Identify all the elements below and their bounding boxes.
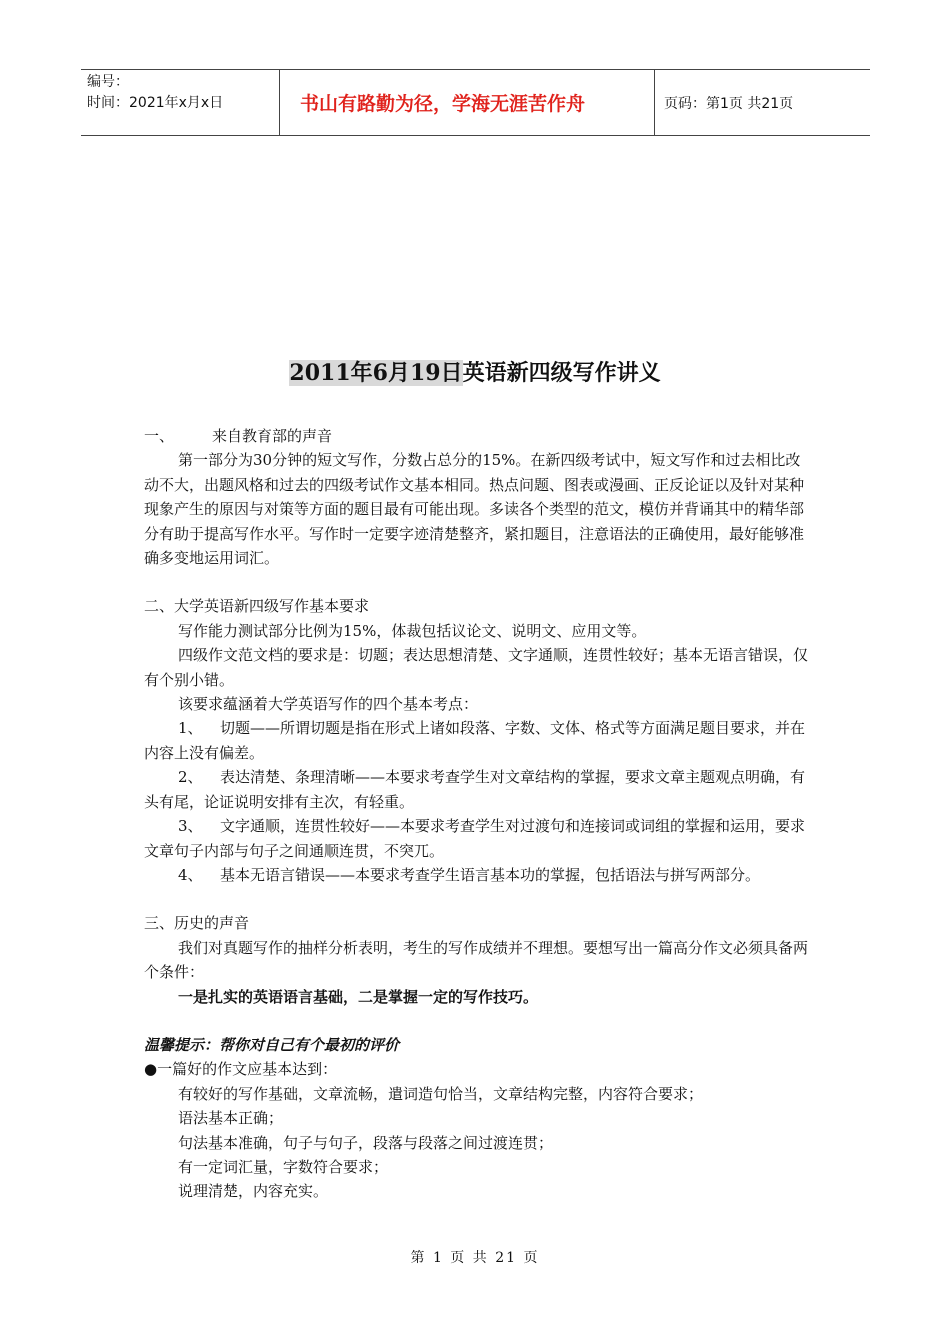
section2-paragraph-1: 写作能力测试部分比例为15%，体裁包括议论文、说明文、应用文等。 [178, 621, 647, 640]
section3-bold-line: 一是扎实的英语语言基础，二是掌握一定的写作技巧。 [178, 987, 539, 1006]
title-date: 2011年6月19日 [289, 360, 463, 386]
tips-heading: 温馨提示：帮你对自己有个最初的评价 [144, 1035, 400, 1054]
requirement-text: 基本无语言错误——本要求考查学生语言基本功的掌握，包括语法与拼写两部分。 [220, 865, 761, 884]
section3-heading: 三、历史的声音 [144, 914, 250, 933]
requirement-item [144, 863, 809, 887]
section1-heading [144, 424, 809, 448]
section1-title: 来自教育部的声音 [212, 427, 333, 445]
document-title [0, 356, 950, 387]
tips-line: 语法基本正确； [178, 1109, 284, 1128]
header-page-cell [655, 70, 870, 135]
requirement-number: 2、 [178, 768, 203, 787]
requirement-number: 1、 [178, 719, 203, 738]
requirement-text: 文字通顺，连贯性较好——本要求考查学生对过渡句和连接词或词组的掌握和运用，要求文章句子内部与句子之间通顺连贯，不突兀。 [144, 817, 806, 860]
requirement-number: 3、 [178, 817, 203, 836]
section1-paragraph: 第一部分为30分钟的短文写作，分数占总分的15%。在新四级考试中，短文写作和过去相比改动不大，出题风格和过去的四级考试作文基本相同。热点问题、图表或漫画、正反论证以及针对某种现象产生的原因与对策等方面的题目最有可能出现。多读各个类型的范文，模仿并背诵其中的精华部分有助于提高写作水平。写作时一定要字迹清楚整齐，紧扣题目，注意语法的正确使用，最好能够准确多变地运用词汇。 [144, 451, 805, 568]
header-meta [81, 70, 280, 135]
requirement-item [144, 765, 809, 814]
document-time-label: 时间：2021年x月x日 [87, 95, 224, 111]
tips-line: 有一定词汇量，字数符合要求； [178, 1157, 389, 1176]
tips-line: 句法基本准确，句子与句子，段落与段落之间过渡连贯； [178, 1133, 554, 1152]
section2-heading: 二、大学英语新四级写作基本要求 [144, 597, 370, 616]
requirement-item [144, 814, 809, 863]
requirement-item [144, 716, 809, 765]
section2-paragraph-2: 四级作文范文档的要求是：切题；表达思想清楚、文字通顺，连贯性较好；基本无语言错误，仅有个别小错。 [144, 646, 809, 689]
tips-line: 有较好的写作基础，文章流畅，遣词造句恰当，文章结构完整，内容符合要求； [178, 1084, 704, 1103]
header-motto-cell [280, 70, 655, 135]
title-text: 英语新四级写作讲义 [462, 360, 661, 386]
requirement-number: 4、 [178, 865, 203, 884]
tips-line: 说理清楚，内容充实。 [178, 1182, 329, 1201]
page-header [81, 69, 870, 136]
header-page-info: 页码：第1页 共21页 [664, 95, 794, 112]
section2-paragraph-3: 该要求蕴涵着大学英语写作的四个基本考点： [178, 695, 479, 714]
tips-bullet: ●一篇好的作文应基本达到： [144, 1060, 338, 1079]
page-footer: 第 1 页 共 21 页 [410, 1250, 540, 1266]
requirement-text: 切题——所谓切题是指在形式上诸如段落、字数、文体、格式等方面满足题目要求，并在内容上没有偏差。 [144, 719, 806, 762]
section3-paragraph: 我们对真题写作的抽样分析表明，考生的写作成绩并不理想。要想写出一篇高分作文必须具备两个条件： [144, 938, 809, 982]
document-number-label: 编号： [87, 74, 129, 90]
document-body [144, 424, 809, 1204]
section1-number: 一、 [144, 427, 175, 445]
requirement-text: 表达清楚、条理清晰——本要求考查学生对文章结构的掌握，要求文章主题观点明确，有头有尾，论证说明安排有主次，有轻重。 [144, 768, 806, 811]
header-motto: 书山有路勤为径，学海无涯苦作舟 [300, 93, 586, 115]
